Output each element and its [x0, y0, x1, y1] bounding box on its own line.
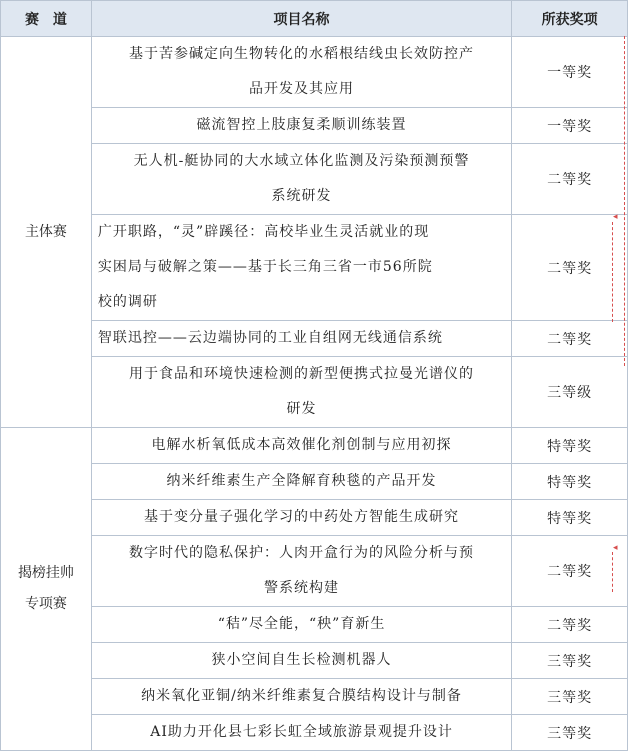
project-name: [91, 643, 511, 679]
project-name-line: 纳米纤维素生产全降解育秧毯的产品开发: [166, 473, 437, 489]
project-name-line: 纳米氧化亚铜/纳米纤维素复合膜结构设计与制备: [141, 688, 462, 704]
table-row: [1, 321, 628, 357]
header-project: 项目名称: [91, 1, 511, 37]
header-row: [1, 1, 628, 37]
project-name: [91, 536, 511, 607]
award-cell: 一等奖: [512, 108, 628, 144]
award-cell: 三等奖: [512, 715, 628, 751]
award-cell: 二等奖: [512, 215, 628, 321]
project-name-line: 实困局与破解之策——基于长三角三省一市56所院: [97, 259, 433, 275]
project-name: [91, 321, 511, 357]
project-name-line: 磁流智控上肢康复柔顺训练装置: [196, 117, 407, 133]
project-name-line: 智联迅控——云边端协同的工业自组网无线通信系统: [97, 330, 443, 346]
table-row: [1, 536, 628, 607]
project-name: [91, 37, 511, 108]
award-cell: 特等奖: [512, 428, 628, 464]
revision-arrow-icon: ◂: [613, 212, 618, 222]
table-row: [1, 643, 628, 679]
project-name-line: “秸”尽全能，“秧”育新生: [217, 616, 386, 632]
project-name-line: 电解水析氧低成本高效催化剂创制与应用初探: [151, 437, 452, 453]
table-row: [1, 37, 628, 108]
revision-mark: [612, 222, 614, 322]
project-name-line: 狭小空间自生长检测机器人: [211, 652, 392, 668]
project-name-line: 无人机-艇协同的大水域立体化监测及污染预测预警: [133, 153, 470, 169]
award-cell: 二等奖: [512, 536, 628, 607]
award-cell: 三等级: [512, 357, 628, 428]
table-row: [1, 357, 628, 428]
table-row: [1, 464, 628, 500]
project-name: [91, 215, 511, 321]
award-cell: 特等奖: [512, 464, 628, 500]
project-name-line: 警系统构建: [264, 580, 340, 596]
table-row: [1, 108, 628, 144]
revision-arrow-icon: ◂: [613, 543, 618, 553]
project-name-line: 校的调研: [97, 294, 158, 310]
project-name-line: 基于苦参碱定向生物转化的水稻根结线虫长效防控产: [129, 46, 475, 62]
project-name-line: 基于变分量子强化学习的中药处方智能生成研究: [144, 509, 460, 525]
project-name-line: 数字时代的隐私保护：人肉开盒行为的风险分析与预: [129, 545, 475, 561]
table-row: [1, 607, 628, 643]
table-row: [1, 215, 628, 321]
project-name: [91, 464, 511, 500]
header-track: 赛 道: [1, 1, 92, 37]
header-award: 所获奖项: [512, 1, 628, 37]
track-line: 专项赛: [24, 596, 67, 612]
track-line: 揭榜挂帅: [17, 565, 74, 581]
project-name: [91, 108, 511, 144]
project-name: [91, 428, 511, 464]
project-name: [91, 144, 511, 215]
award-cell: 三等奖: [512, 643, 628, 679]
table-row: [1, 428, 628, 464]
project-name-line: 研发: [286, 401, 317, 417]
table-row: [1, 144, 628, 215]
project-name: [91, 357, 511, 428]
table-row: [1, 715, 628, 751]
project-name: [91, 679, 511, 715]
project-name-line: 系统研发: [271, 188, 332, 204]
award-cell: 特等奖: [512, 500, 628, 536]
project-name: [91, 607, 511, 643]
revision-mark: [624, 36, 626, 366]
project-name: [91, 715, 511, 751]
award-cell: 二等奖: [512, 144, 628, 215]
project-name-line: AI助力开化县七彩长虹全域旅游景观提升设计: [150, 724, 453, 740]
award-cell: 三等奖: [512, 679, 628, 715]
project-name-line: 广开职路，“灵”辟蹊径：高校毕业生灵活就业的现: [97, 224, 430, 240]
revision-mark: [612, 552, 614, 592]
table-row: [1, 500, 628, 536]
award-cell: 二等奖: [512, 321, 628, 357]
table-row: [1, 679, 628, 715]
track-cell-special: [1, 428, 92, 751]
project-name: [91, 500, 511, 536]
award-cell: 二等奖: [512, 607, 628, 643]
project-name-line: 品开发及其应用: [249, 81, 355, 97]
project-name-line: 用于食品和环境快速检测的新型便携式拉曼光谱仪的: [129, 366, 475, 382]
award-cell: 一等奖: [512, 37, 628, 108]
track-cell-main: 主体赛: [1, 37, 92, 428]
